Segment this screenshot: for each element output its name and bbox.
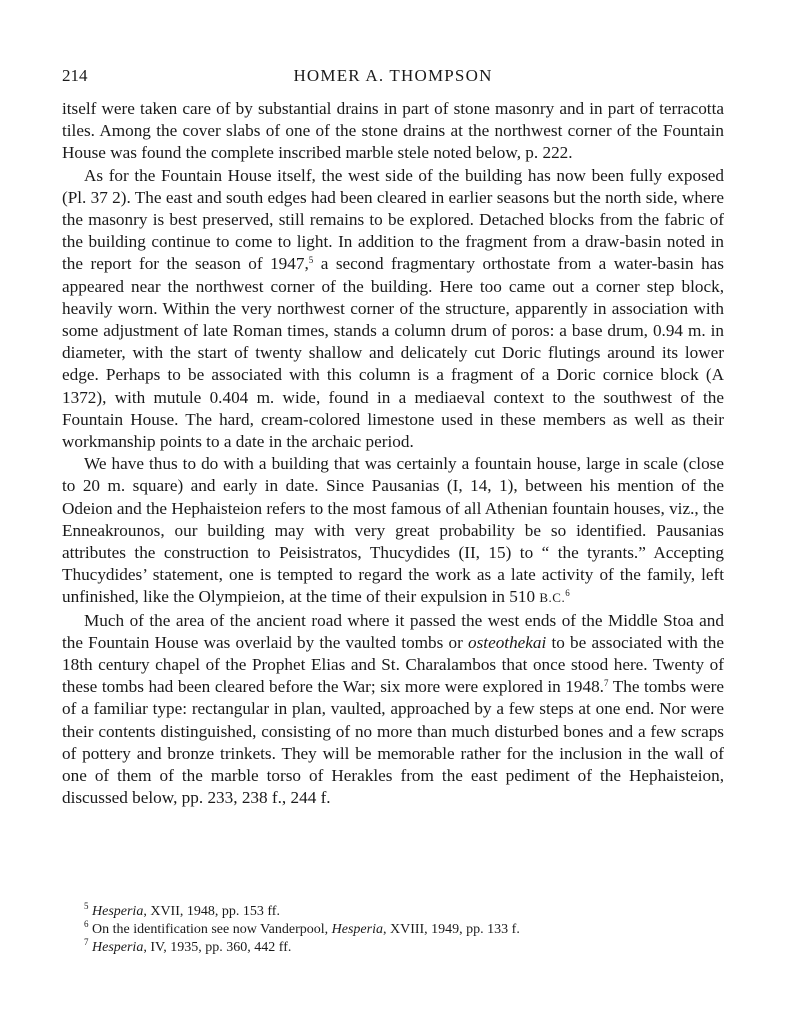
footnote-marker: 6: [565, 588, 570, 599]
text-run: We have thus to do with a building that was certainly a fountain house, large in scale (close to 20 m. square) and early in date. Since Pausanias (I, 14, 1), between his mention of the Odeion and the Hephaisteion refers to the most famous of all Athenian fountain houses, viz., the Enneakrounos, our building may with very great probability be so identified. Pausanias attributes the construction to Peisistratos, Thucydides (II, 15) to “ the tyrants.” Accepting Thucydides’ statement, one is tempted to regard the work as a late activity of the family, left unfinished, like the Olympieion, at the time of their expulsion in 510: [62, 454, 724, 607]
running-head: HOMER A. THOMPSON: [293, 66, 493, 85]
text-run: to be associated with the 18th century chapel of the Prophet Elias and St. Charalambos that once stood here. Twenty of these tombs had been cleared before the War; six more were explored in 1948.: [62, 632, 724, 697]
italic-text: Hesperia: [331, 922, 383, 937]
paragraph: [62, 165, 724, 454]
italic-text: Hesperia: [92, 904, 144, 919]
paragraph: [62, 610, 724, 810]
text-run: , XVIII, 1949, pp. 133 f.: [382, 922, 520, 937]
paragraph: [62, 98, 724, 165]
text-run: a second fragmentary orthostate from a water-basin has appeared near the northwest corner of the building. Here too came out a corner step block, heavily worn. Within the very northwest corner of the structure, apparently in association with some adjustment of late Roman times, stands a column drum of poros: a base drum, 0.94 m. in diameter, with the start of twenty shallow and delicately cut Doric flutings around its lower edge. Perhaps to be associated with this column is a fragment of a Doric cornice block (A 1372), with mutule 0.404 m. wide, found in a mediaeval context to the southwest of the Fountain House. The hard, cream-colored limestone used in these members as well as their workmanship points to a date in the archaic period.: [62, 254, 724, 452]
footnotes: [62, 903, 724, 957]
italic-text: Hesperia: [92, 940, 144, 955]
text-run: As for the Fountain House itself, the west side of the building has now been fully exposed (Pl. 37 2). The east and south edges had been cleared in earlier seasons but the north side, where the masonry is best preserved, still remains to be explored. Detached blocks from the fabric of the building continue to come to light. In addition to the fragment from a draw-basin noted in the report for the season of 1947,: [62, 165, 724, 274]
text-run: The tombs were of a familiar type: rectangular in plan, vaulted, approached by a few steps at one end. Nor were their contents distinguished, consisting of no more than much disturbed bones and a few scraps of pottery and bronze trinkets. They will be memorable rather for the inclusion in the wall of one of them of the marble torso of Herakles from the east pediment of the Hephaisteion, discussed below, pp. 233, 238 f., 244 f.: [62, 677, 724, 808]
footnote-marker: 7: [603, 678, 609, 689]
footnote-marker: 5: [84, 901, 89, 911]
text-run: On the identification see now Vanderpool,: [88, 922, 332, 937]
footnote-marker: 5: [308, 255, 314, 266]
italic-text: osteothekai: [468, 632, 547, 652]
text-run: , XVII, 1948, pp. 153 ff.: [143, 904, 280, 919]
body-text: [62, 98, 724, 810]
text-run: Much of the area of the ancient road where it passed the west ends of the Middle Stoa and the Fountain House was overlaid by the vaulted tombs or: [62, 610, 724, 652]
footnote: [62, 903, 724, 921]
page-number: 214: [62, 66, 88, 85]
page-header: [62, 66, 724, 90]
footnote-marker: 7: [84, 937, 89, 947]
footnote-marker: 6: [84, 919, 89, 929]
text-run: B.C.: [539, 590, 566, 606]
text-run: itself were taken care of by substantial drains in part of stone masonry and in part of terracotta tiles. Among the cover slabs of one of the stone drains at the northwest corner of the Fountain House was found the complete inscribed marble stele noted below, p. 222.: [62, 99, 724, 163]
footnote: [62, 939, 724, 957]
text-run: , IV, 1935, pp. 360, 442 ff.: [143, 940, 292, 955]
footnote: [62, 921, 724, 939]
paragraph: [62, 453, 724, 609]
